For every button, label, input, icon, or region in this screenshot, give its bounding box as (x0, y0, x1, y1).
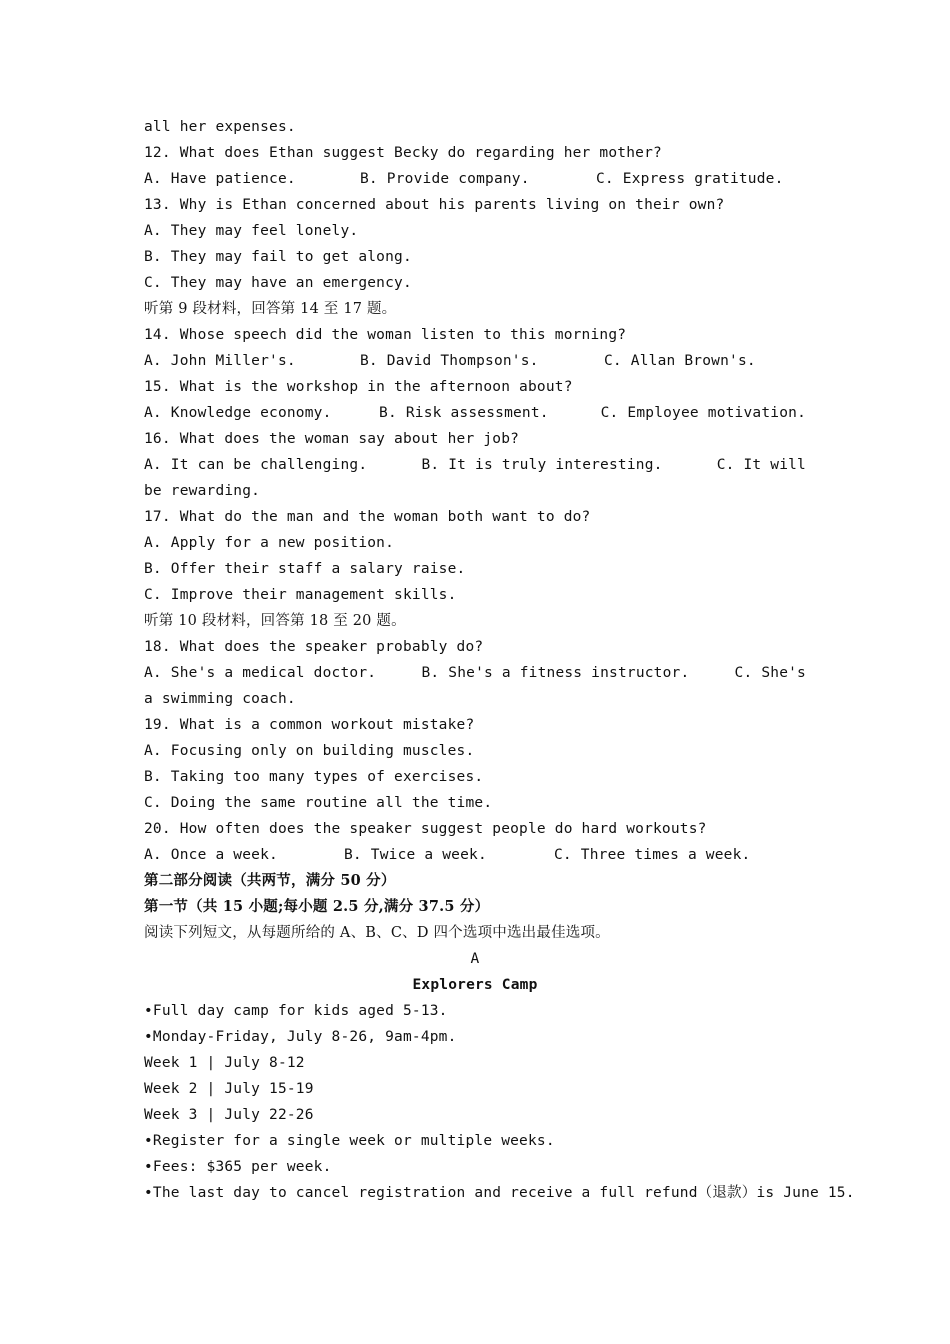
question-18: 18. What does the speaker probably do? (144, 639, 484, 655)
option-a: A. Knowledge economy. (144, 405, 332, 421)
option-c-continued: a swimming coach. (144, 691, 296, 707)
option-a: A. Focusing only on building muscles. (144, 743, 475, 759)
option-c: C. Allan Brown's. (604, 353, 756, 369)
text-line: all her expenses. (144, 119, 296, 135)
option-c: C. It will (716, 457, 806, 473)
question-17: 17. What do the man and the woman both want to do? (144, 509, 591, 525)
options-row (144, 400, 806, 426)
option-c: C. Employee motivation. (600, 405, 806, 421)
option-b: B. Twice a week. (344, 847, 487, 863)
option-c: C. They may have an emergency. (144, 275, 412, 291)
passage-title: Explorers Camp (412, 977, 538, 993)
bullet-item: •Full day camp for kids aged 5-13. (144, 1003, 448, 1019)
option-b: B. She's a fitness instructor. (421, 665, 690, 681)
option-a: A. They may feel lonely. (144, 223, 359, 239)
option-c: C. Doing the same routine all the time. (144, 795, 493, 811)
bullet-item: •Monday-Friday, July 8-26, 9am-4pm. (144, 1029, 457, 1045)
bullet-item: •Register for a single week or multiple weeks. (144, 1133, 555, 1149)
bullet-item: •The last day to cancel registration and receive a full refund（退款）is June 15. (144, 1185, 855, 1201)
section-heading: 第一节（共 15 小题;每小题 2.5 分,满分 37.5 分） (144, 898, 490, 915)
option-a: A. John Miller's. (144, 353, 296, 369)
section-heading: 听第 9 段材料，回答第 14 至 17 题。 (144, 301, 397, 317)
options-row (144, 842, 806, 868)
option-c-continued: be rewarding. (144, 483, 261, 499)
question-20: 20. How often does the speaker suggest people do hard workouts? (144, 821, 707, 837)
option-a: A. Apply for a new position. (144, 535, 395, 551)
option-b: B. Provide company. (360, 171, 530, 187)
instructions: 阅读下列短文，从每题所给的 A、B、C、D 四个选项中选出最佳选项。 (144, 925, 610, 941)
option-a: A. Once a week. (144, 847, 278, 863)
part-heading: 第二部分阅读（共两节，满分 50 分） (144, 872, 396, 889)
question-19: 19. What is a common workout mistake? (144, 717, 475, 733)
option-b: B. Taking too many types of exercises. (144, 769, 484, 785)
option-c: C. Improve their management skills. (144, 587, 457, 603)
question-12: 12. What does Ethan suggest Becky do regarding her mother? (144, 145, 662, 161)
option-c: C. She's (734, 665, 806, 681)
option-a: A. It can be challenging. (144, 457, 368, 473)
options-row (144, 348, 806, 374)
bullet-item: •Fees: $365 per week. (144, 1159, 332, 1175)
week-line: Week 1 | July 8-12 (144, 1055, 305, 1071)
option-b: B. Risk assessment. (379, 405, 549, 421)
question-15: 15. What is the workshop in the afternoon about? (144, 379, 573, 395)
options-row (144, 166, 806, 192)
option-b: B. Offer their staff a salary raise. (144, 561, 466, 577)
option-b: B. They may fail to get along. (144, 249, 412, 265)
option-c: C. Three times a week. (554, 847, 751, 863)
section-heading: 听第 10 段材料，回答第 18 至 20 题。 (144, 613, 406, 629)
option-a: A. She's a medical doctor. (144, 665, 377, 681)
option-b: B. It is truly interesting. (421, 457, 663, 473)
question-16: 16. What does the woman say about her job? (144, 431, 520, 447)
passage-label: A (470, 951, 480, 967)
question-14: 14. Whose speech did the woman listen to this morning? (144, 327, 627, 343)
week-line: Week 2 | July 15-19 (144, 1081, 314, 1097)
option-c: C. Express gratitude. (596, 171, 784, 187)
options-row (144, 452, 806, 478)
options-row (144, 660, 806, 686)
question-13: 13. Why is Ethan concerned about his parents living on their own? (144, 197, 725, 213)
option-a: A. Have patience. (144, 171, 296, 187)
option-b: B. David Thompson's. (360, 353, 539, 369)
week-line: Week 3 | July 22-26 (144, 1107, 314, 1123)
exam-page (144, 114, 855, 1206)
